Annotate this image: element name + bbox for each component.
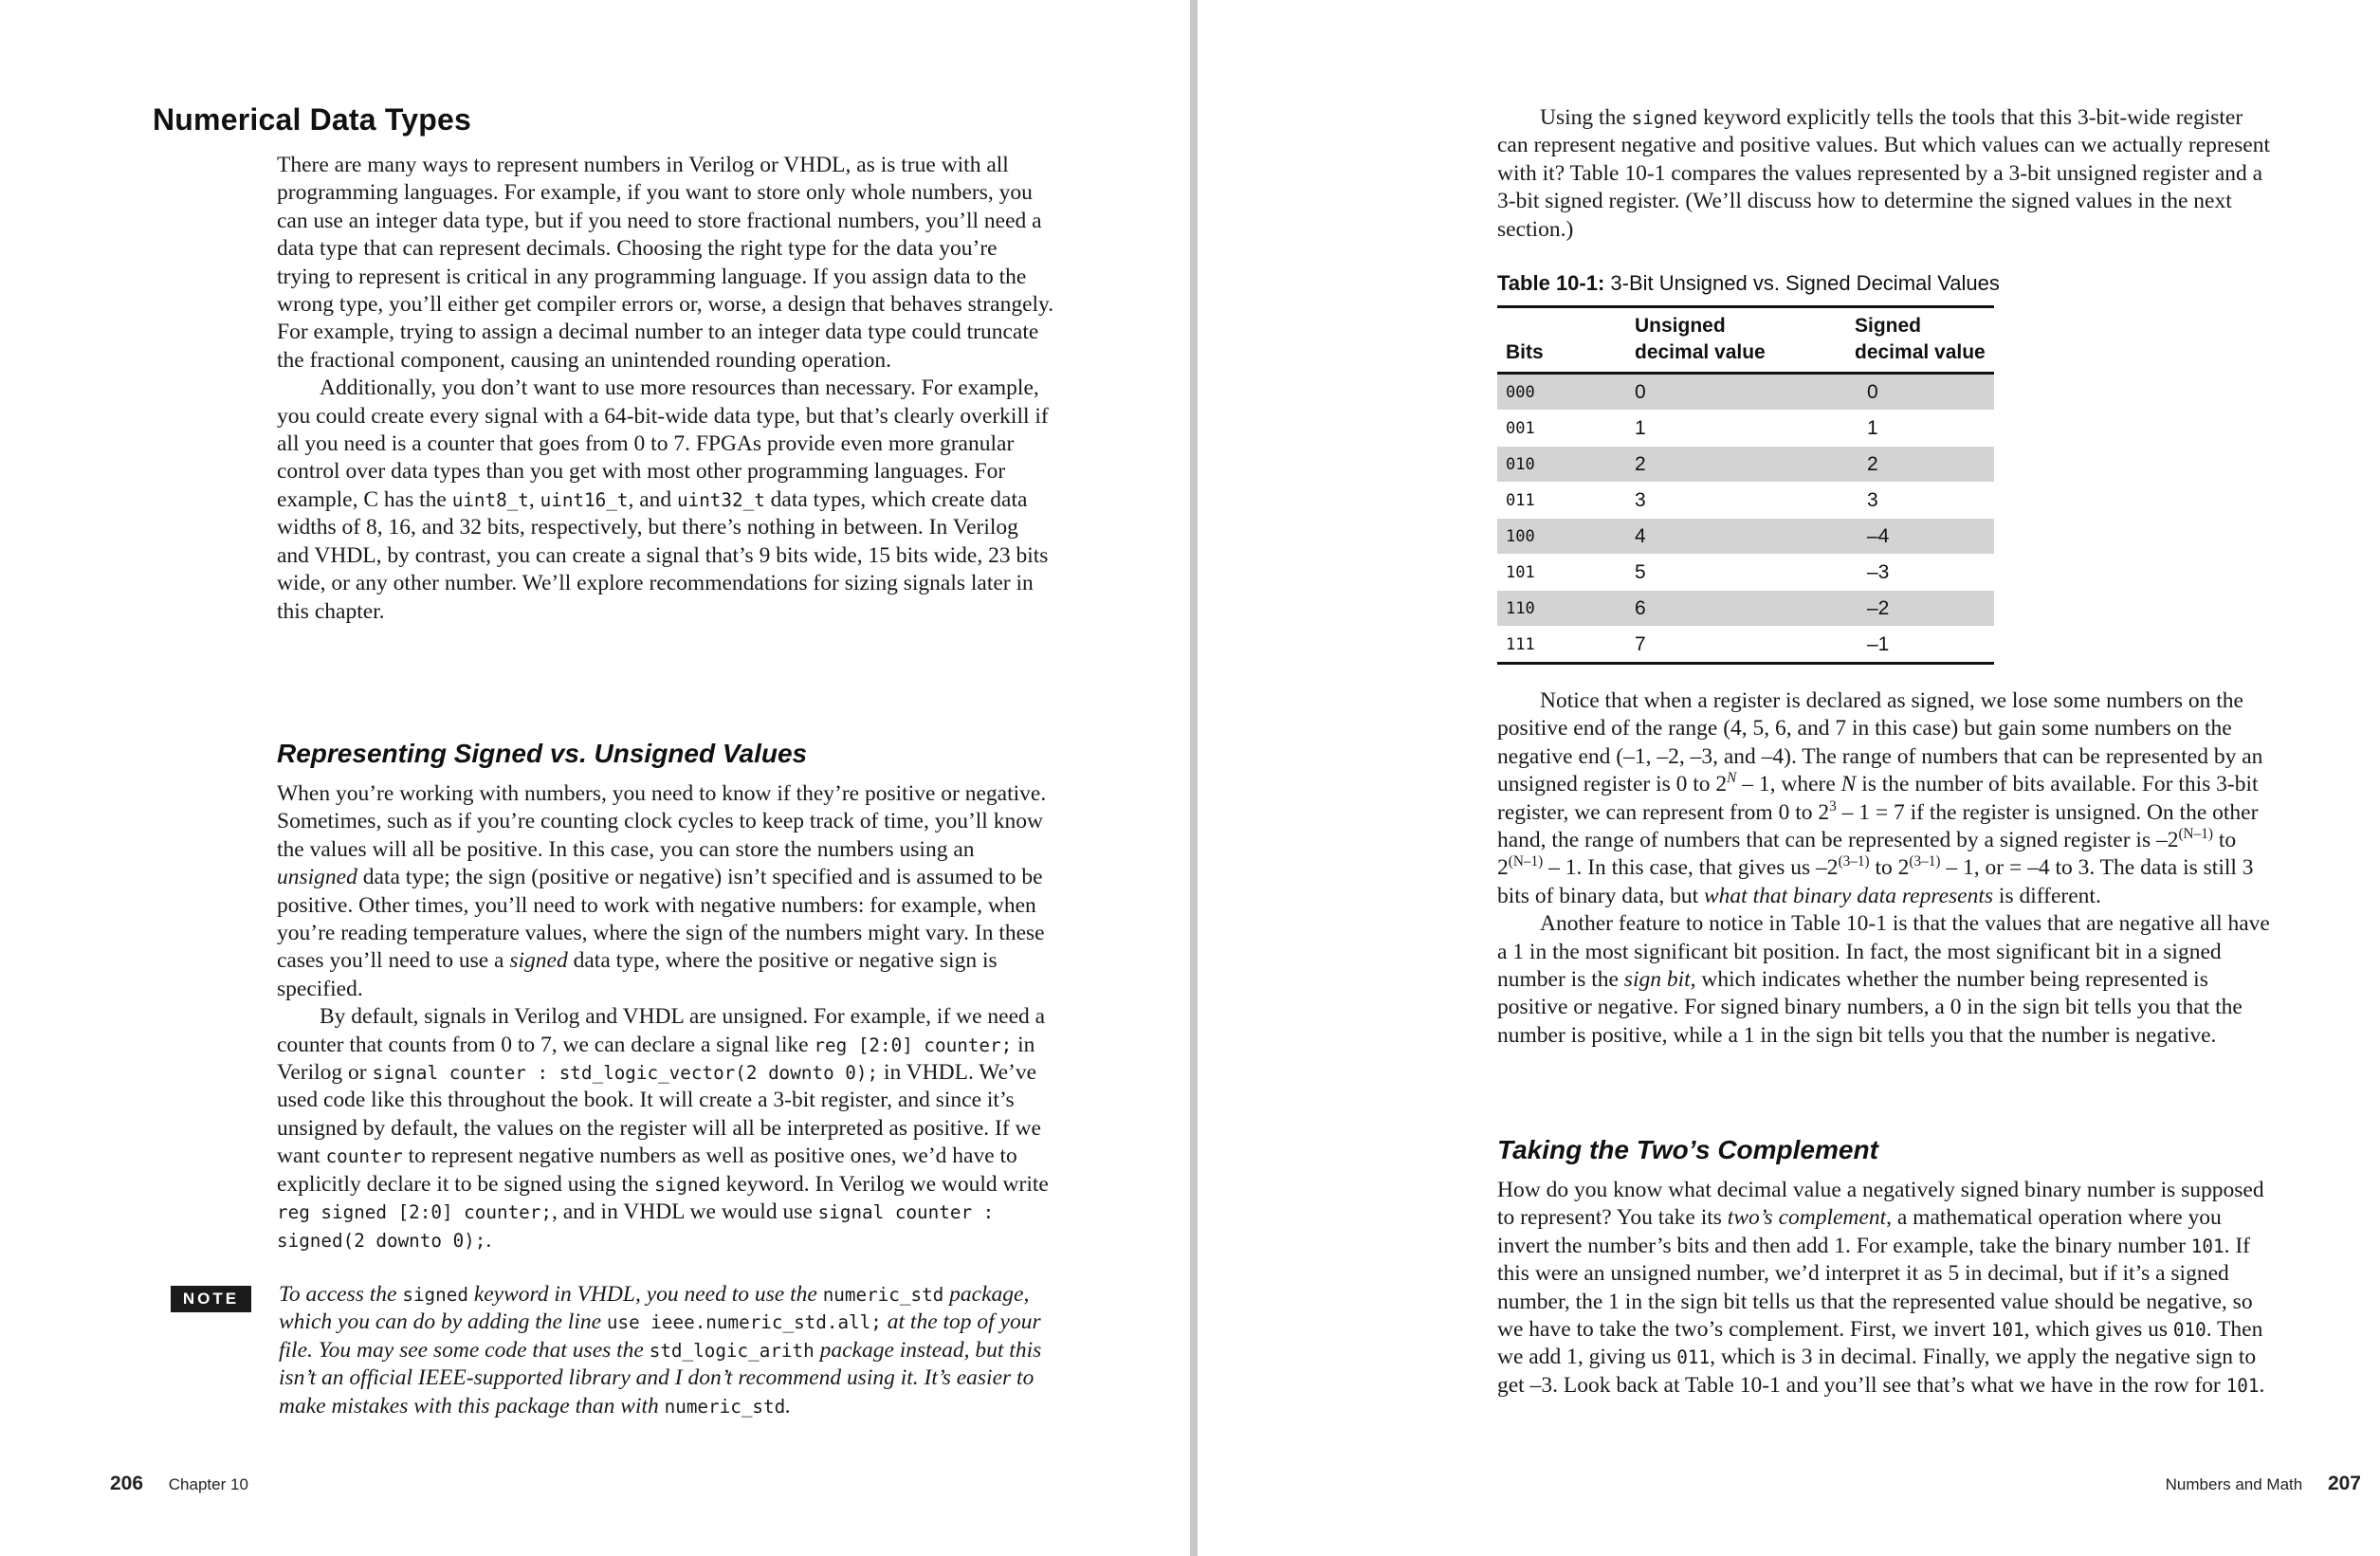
right-page [1198, 0, 2380, 1556]
table-cell-unsigned: 3 [1626, 483, 1846, 519]
header-bits: Bits [1497, 307, 1626, 374]
page-gutter [1190, 0, 1198, 1556]
table-cell-signed: 3 [1846, 483, 1994, 519]
table-row [1497, 591, 1994, 627]
paragraph: There are many ways to represent numbers in Verilog or VHDL, as is true with all programming languages. For example, if you want to store only whole numbers, you can use an integer data type, but if you need to store fractional numbers, you’ll need a data type that can represent decimals. Choosing the right type for the data you’re trying to represent is critical in any programming language. If you assign data to the wrong type, you’ll either get compiler errors or, worse, a design that behaves strangely. For example, trying to assign a decimal number to an integer data type could truncate the fractional component, causing an unintended rounding operation. [277, 153, 1054, 373]
subheading-twos-complement: Taking the Two’s Complement [1497, 1135, 1878, 1164]
table-cell-signed: –2 [1846, 591, 1994, 627]
table-row [1497, 483, 1994, 519]
values-table [1497, 305, 1994, 665]
note-text: To access the signed keyword in VHDL, you need to use the numeric_std package, which you can do by adding the line use ieee.numeric_std.all; at the top of your file. You may see some code that uses the std_logic_arith package instead, but this isn’t an official IEEE-supported library and I don’t recommend using it. It’s easier to make mistakes with this package than with numeric_std. [279, 1282, 1042, 1419]
subheading-signed-unsigned: Representing Signed vs. Unsigned Values [277, 739, 808, 768]
left-footer [110, 1473, 248, 1495]
table-header-row [1497, 307, 1994, 374]
right-body-text [1497, 104, 2275, 244]
header-signed: Signed decimal value [1846, 307, 1994, 374]
table-row [1497, 519, 1994, 555]
table-cell-unsigned: 2 [1626, 447, 1846, 483]
table-cell-signed: 0 [1846, 374, 1994, 411]
section-title: Numerical Data Types [153, 102, 471, 137]
left-body-text [277, 152, 1054, 626]
right-body-text-3 [1497, 1177, 2275, 1400]
table-caption: Table 10-1: 3-Bit Unsigned vs. Signed Decimal Values [1497, 271, 2000, 295]
table-cell-bits: 100 [1497, 519, 1626, 555]
table-cell-signed: 2 [1846, 447, 1994, 483]
chapter-title-label: Numbers and Math [2165, 1475, 2303, 1493]
paragraph: Another feature to notice in Table 10-1 is that the values that are negative all have a 1 in the most significant bit position. In fact, the most significant bit in a signed number is the sign bit, which indicates whether the number being represented is positive or negative. For signed binary numbers, a 0 in the sign bit tells you that the number is positive, while a 1 in the sign bit tells you that the number is negative. [1497, 911, 2270, 1048]
table-body [1497, 374, 1994, 664]
table-row [1497, 374, 1994, 411]
table-cell-unsigned: 0 [1626, 374, 1846, 411]
paragraph: Additionally, you don’t want to use more resources than necessary. For example, you could create every signal with a 64-bit-wide data type, but that’s clearly overkill if all you need is a counter that goes from 0 to 7. FPGAs provide even more granular control over data types than you get with most other programming languages. For example, C has the uint8_t, uint16_t, and uint32_t data types, which create data widths of 8, 16, and 32 bits, respectively, but there’s nothing in between. In Verilog and VHDL, by contrast, you can create a signal that’s 9 bits wide, 15 bits wide, 23 bits wide, or any other number. We’ll explore recommendations for sizing signals later in this chapter. [277, 375, 1049, 624]
table-cell-signed: –4 [1846, 519, 1994, 555]
table-cell-unsigned: 1 [1626, 411, 1846, 447]
table-cell-unsigned: 6 [1626, 591, 1846, 627]
right-footer [2166, 1473, 2361, 1495]
table-cell-signed: –3 [1846, 555, 1994, 591]
table-row [1497, 447, 1994, 483]
table-row [1497, 411, 1994, 447]
table-cell-signed: 1 [1846, 411, 1994, 447]
paragraph: How do you know what decimal value a negatively signed binary number is supposed to represent? You take its two’s complement, a mathematical operation where you invert the number’s bits and then add 1. For example, take the binary number 101. If this were an unsigned number, we’d interpret it as 5 in decimal, but if it’s a signed number, the 1 in the sign bit tells us that the represented value should be negative, so we have to take the two’s complement. First, we invert 101, which gives us 010. Then we add 1, giving us 011, which is 3 in decimal. Finally, we apply the negative sign to get –3. Look back at Table 10-1 and you’ll see that’s what we have in the row for 101. [1497, 1178, 2265, 1398]
table-cell-unsigned: 5 [1626, 555, 1846, 591]
header-unsigned: Unsigned decimal value [1626, 307, 1846, 374]
table-row [1497, 555, 1994, 591]
table-cell-unsigned: 4 [1626, 519, 1846, 555]
table-cell-unsigned: 7 [1626, 627, 1846, 664]
table-cell-bits: 111 [1497, 627, 1626, 664]
chapter-label: Chapter 10 [168, 1475, 248, 1493]
table-cell-bits: 110 [1497, 591, 1626, 627]
page-number: 207 [2327, 1473, 2361, 1494]
paragraph: Notice that when a register is declared as signed, we lose some numbers on the positive end of the range (4, 5, 6, and 7 in this case) but gain some numbers on the negative end (–1, –2, –3, and –4). The range of numbers that can be represented by an unsigned register is 0 to $2^N - 1$, where N is the number of bits available. For this 3-bit register, we can represent from 0 to $2^3 - 1 = 7$ if the register is unsigned. On the other hand, the range of numbers that can be represented by a signed register is $-2^{(N-1)}$ to $2^{(N-1)} - 1$. In this case, that gives us –2$^{(3-1)}$ to 2$^{(3-1)}$ – 1, or = –4 to 3. The data is still 3 bits of binary data, but what that binary data represents is different. [1497, 688, 2263, 908]
table-cell-signed: –1 [1846, 627, 1994, 664]
left-body-text-2 [277, 780, 1054, 1254]
table-cell-bits: 010 [1497, 447, 1626, 483]
right-body-text-2 [1497, 687, 2275, 1050]
table-cell-bits: 000 [1497, 374, 1626, 411]
paragraph: When you’re working with numbers, you need to know if they’re positive or negative. Sometimes, such as if you’re counting clock cycles to keep track of time, you’ll know the values will all be positive. In this case, you can store the numbers using an unsigned data type; the sign (positive or negative) isn’t specified and is assumed to be positive. Other times, you’ll need to work with negative numbers: for example, when you’re reading temperature values, where the sign of the numbers might vary. In these cases you’ll need to use a signed data type, where the positive or negative sign is specified. [277, 781, 1047, 1001]
table-cell-bits: 011 [1497, 483, 1626, 519]
page-number: 206 [110, 1473, 144, 1494]
table-row [1497, 627, 1994, 664]
paragraph: Using the signed keyword explicitly tells the tools that this 3-bit-wide register can represent negative and positive values. But which values can we actually represent with it? Table 10-1 compares the values represented by a 3-bit unsigned register and a 3-bit signed register. (We’ll discuss how to determine the signed values in the next section.) [1497, 105, 2271, 242]
paragraph: By default, signals in Verilog and VHDL are unsigned. For example, if we need a counter that counts from 0 to 7, we can declare a signal like reg [2:0] counter; in Verilog or signal counter : std_logic_vector(2 downto 0); in VHDL. We’ve used code like this throughout the book. It will create a 3-bit register, and since it’s unsigned by default, the values on the register will all be interpreted as positive. If we want counter to represent negative numbers as well as positive ones, we’d have to explicitly declare it to be signed using the signed keyword. In Verilog we would write reg signed [2:0] counter;, and in VHDL we would use signal counter : signed(2 downto 0);. [277, 1004, 1049, 1253]
note-label: NOTE [171, 1286, 251, 1312]
table-cell-bits: 101 [1497, 555, 1626, 591]
table-cell-bits: 001 [1497, 411, 1626, 447]
